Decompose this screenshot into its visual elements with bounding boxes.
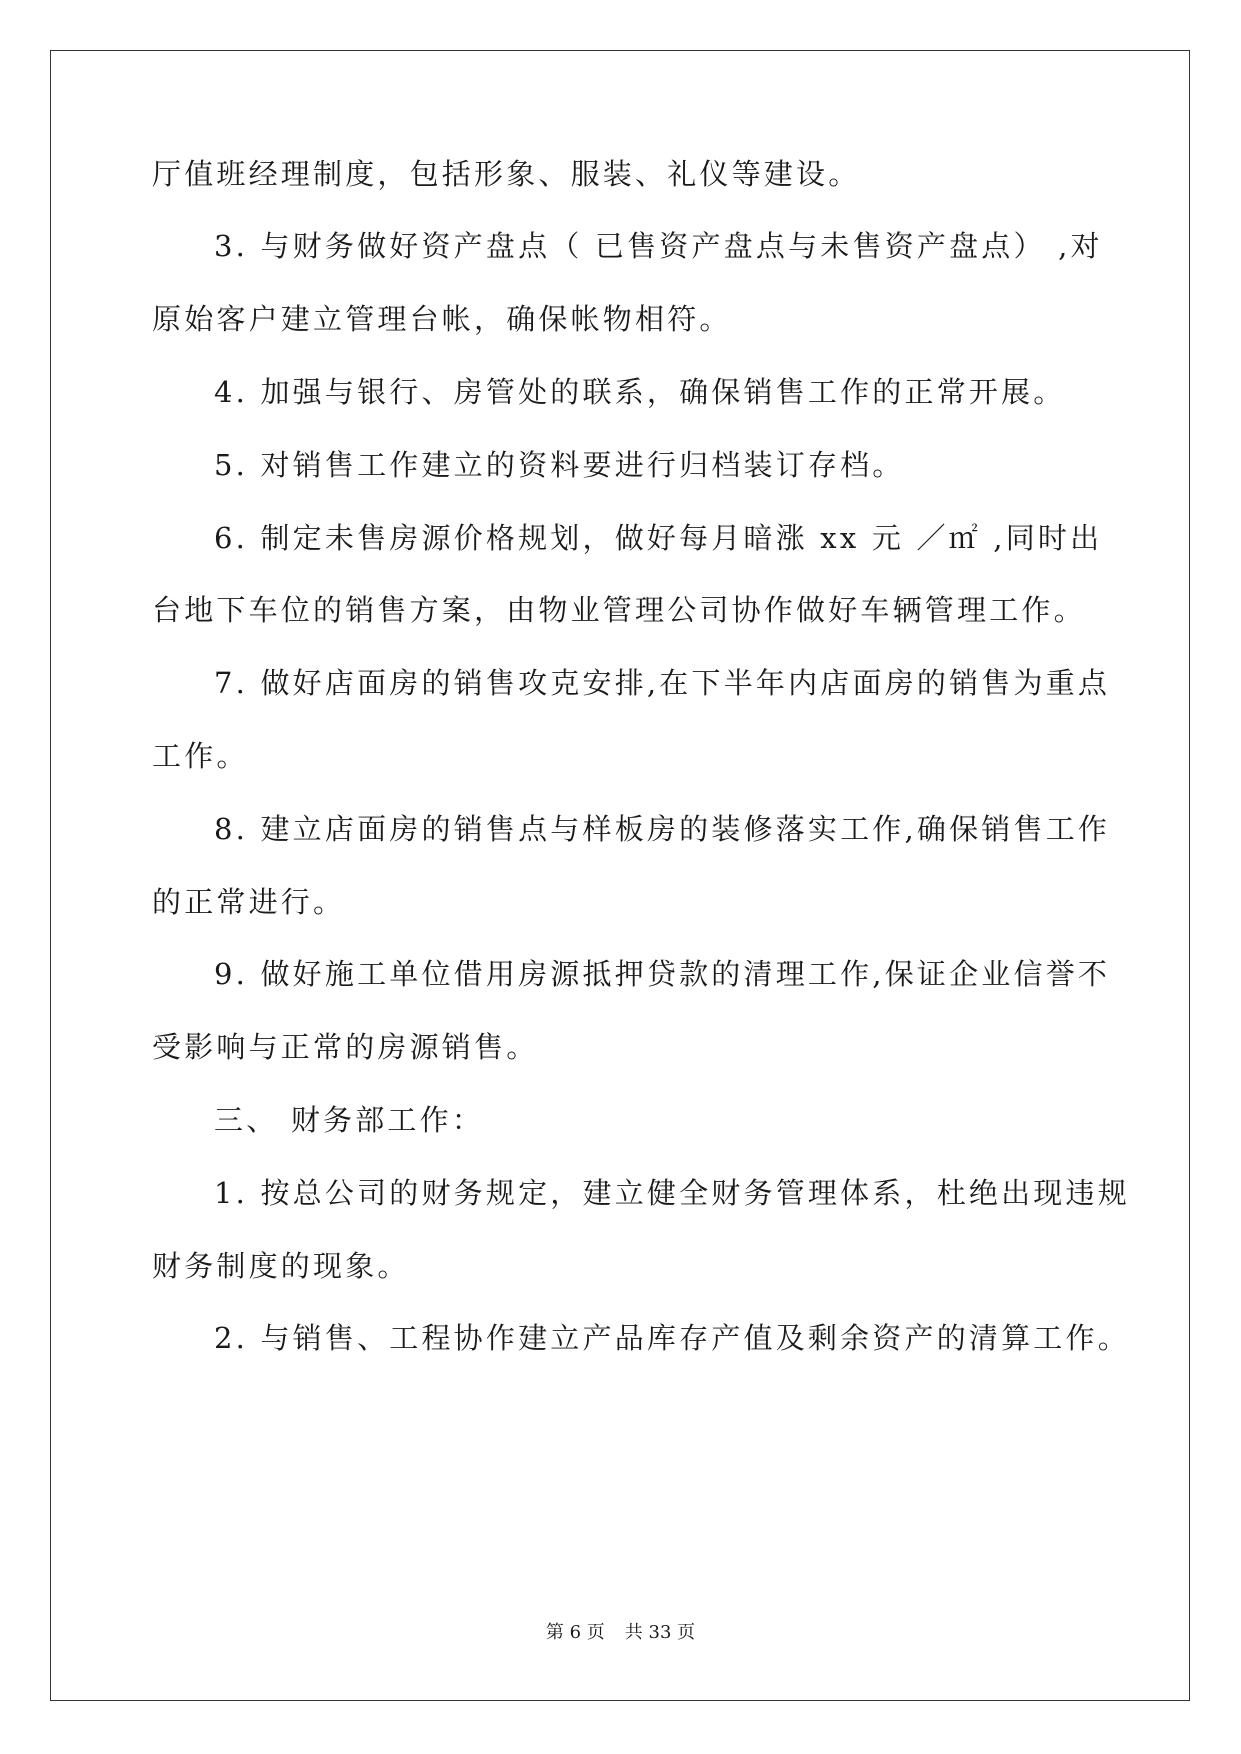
paragraph-line: 台地下车位的销售方案，由物业管理公司协作做好车辆管理工作。 [152,593,1086,627]
paragraph-line: 的正常进行。 [152,885,346,919]
page-number-current: 第 6 页 [545,1622,605,1643]
paragraph-line: 9. 做好施工单位借用房源抵押贷款的清理工作,保证企业信誉不 [214,957,1111,991]
paragraph-line: 7. 做好店面房的销售攻克安排,在下半年内店面房的销售为重点 [214,666,1111,700]
paragraph-line: 1. 按总公司的财务规定，建立健全财务管理体系，杜绝出现违规 [214,1176,1130,1210]
page-footer [0,1618,1241,1644]
paragraph-line: 财务制度的现象。 [152,1249,410,1283]
page-number-total: 共 33 页 [624,1622,696,1643]
paragraph-line: 工作。 [152,739,249,773]
paragraph-line: 6. 制定未售房源价格规划，做好每月暗涨 xx 元 ／㎡ ,同时出 [214,521,1103,555]
paragraph-line: 5. 对销售工作建立的资料要进行归档装订存档。 [214,448,905,482]
paragraph-line: 厅值班经理制度，包括形象、服装、礼仪等建设。 [152,157,861,191]
paragraph-line: 3. 与财务做好资产盘点（ 已售资产盘点与未售资产盘点） ,对 [214,229,1103,263]
paragraph-line: 4. 加强与银行、房管处的联系，确保销售工作的正常开展。 [214,375,1066,409]
paragraph-line: 8. 建立店面房的销售点与样板房的装修落实工作,确保销售工作 [214,812,1111,846]
section-heading: 三、 财务部工作： [214,1103,485,1137]
paragraph-line: 原始客户建立管理台帐，确保帐物相符。 [152,302,732,336]
paragraph-line: 受影响与正常的房源销售。 [152,1030,539,1064]
page-border [50,50,1190,1701]
paragraph-line: 2. 与销售、工程协作建立产品库存产值及剩余资产的清算工作。 [214,1321,1130,1355]
